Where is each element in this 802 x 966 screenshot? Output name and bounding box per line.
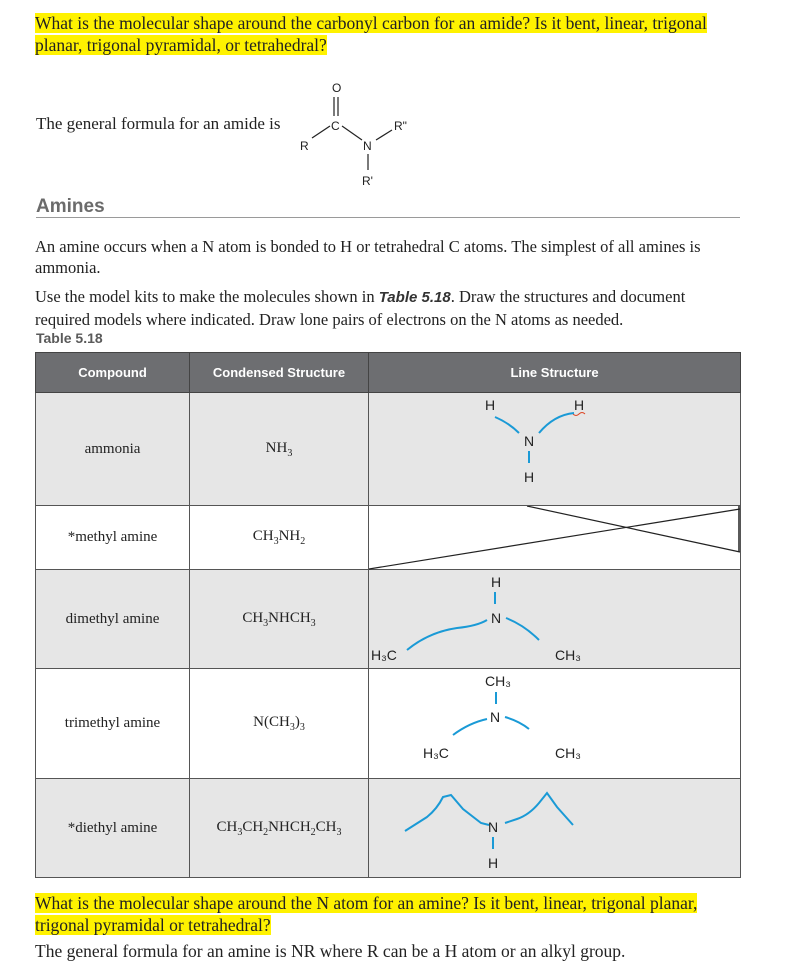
subscript: 3 <box>273 536 279 547</box>
amine-general-formula: The general formula for an amine is NR where R can be a H atom or an alkyl group. <box>35 941 626 961</box>
amine-definition-paragraph: An amine occurs when a N atom is bonded to H or tetrahedral C atoms. The simplest of all amines is ammonia. <box>35 237 701 277</box>
svg-text:N: N <box>488 819 499 835</box>
section-heading-amines: Amines <box>36 196 105 217</box>
subscript: 3 <box>310 617 316 629</box>
instructions-paragraph: Use the model kits to make the molecules shown in Table 5.18. Draw the structures and document required models where indicated. Draw lone pairs of electrons on the N atoms as needed. <box>35 287 686 329</box>
condensed-structure <box>190 779 369 878</box>
compound-name: dimethyl amine <box>36 570 190 669</box>
svg-text:N: N <box>490 709 501 725</box>
line-structure-diethyl[interactable] <box>369 779 741 878</box>
line-structure-methyl-crossed[interactable] <box>369 506 741 570</box>
formula-part: NHCH <box>268 818 311 835</box>
condensed-structure <box>190 506 369 570</box>
svg-text:H: H <box>485 397 496 413</box>
table-row <box>36 779 741 878</box>
svg-text:CH₃: CH₃ <box>555 647 581 663</box>
compound-name: *diethyl amine <box>36 779 190 878</box>
amide-atom-o: O <box>332 81 342 95</box>
question-amide-shape <box>35 12 735 56</box>
header-condensed: Condensed Structure <box>190 353 369 393</box>
line-structure-dimethyl[interactable] <box>369 570 741 669</box>
formula-part: CH <box>242 818 264 835</box>
condensed-structure <box>190 393 369 506</box>
formula-part: CH <box>242 609 264 626</box>
formula-part: NH <box>265 439 288 456</box>
subscript: 3 <box>289 722 295 733</box>
subscript: 3 <box>299 722 305 733</box>
svg-text:H: H <box>491 574 502 590</box>
amide-structure <box>290 78 430 190</box>
amide-atom-r2: R" <box>394 119 407 133</box>
header-line: Line Structure <box>369 353 741 393</box>
amide-atom-c: C <box>331 119 340 133</box>
condensed-structure <box>190 570 369 669</box>
condensed-structure <box>190 669 369 779</box>
svg-text:CH₃: CH₃ <box>485 673 511 689</box>
question-amine-shape <box>35 892 735 936</box>
question-amine-text: What is the molecular shape around the N atom for an amine? Is it bent, linear, trigonal planar, trigonal pyramidal or tetrahedral? <box>35 893 698 935</box>
compound-name: trimethyl amine <box>36 669 190 779</box>
amide-atom-r1: R' <box>362 174 373 188</box>
table-row <box>36 669 741 779</box>
svg-text:N: N <box>491 610 502 626</box>
svg-text:H₃C: H₃C <box>371 647 397 663</box>
table-caption: Table 5.18 <box>36 330 103 346</box>
subscript: 3 <box>287 447 293 459</box>
svg-text:H: H <box>488 855 499 871</box>
svg-text:H: H <box>524 469 535 485</box>
formula-part: CH <box>252 528 274 544</box>
compound-name: *methyl amine <box>36 506 190 570</box>
svg-text:H₃C: H₃C <box>423 745 449 761</box>
formula-part: ) <box>294 714 300 730</box>
heading-rule <box>36 217 740 218</box>
formula-part: NHCH <box>268 609 311 626</box>
compound-name: ammonia <box>36 393 190 506</box>
question-amide-text: What is the molecular shape around the carbonyl carbon for an amide? Is it bent, linear, trigonal planar, trigonal pyramidal, or tetrahedral? <box>35 13 707 55</box>
table-row <box>36 393 741 506</box>
subscript: 3 <box>336 826 342 838</box>
formula-part: CH <box>315 818 337 835</box>
amide-atom-r: R <box>300 139 309 153</box>
svg-text:H: H <box>574 397 585 413</box>
table-row <box>36 570 741 669</box>
svg-text:N: N <box>524 433 535 449</box>
subscript: 3 <box>237 826 243 838</box>
svg-text:CH₃: CH₃ <box>555 745 581 761</box>
amide-formula-label: The general formula for an amide is <box>36 114 281 133</box>
amine-table <box>35 352 741 878</box>
line-structure-trimethyl[interactable] <box>369 669 741 779</box>
line-structure-ammonia[interactable] <box>369 393 741 506</box>
formula-part: N(CH <box>253 714 290 730</box>
formula-part: NH <box>278 528 301 544</box>
subscript: 2 <box>300 536 306 547</box>
subscript: 2 <box>310 826 316 838</box>
subscript: 3 <box>263 617 269 629</box>
subscript: 2 <box>263 826 269 838</box>
table-row <box>36 506 741 570</box>
table-reference: Table 5.18 <box>378 289 451 306</box>
header-compound: Compound <box>36 353 190 393</box>
formula-part: CH <box>216 818 238 835</box>
amide-atom-n: N <box>363 139 372 153</box>
